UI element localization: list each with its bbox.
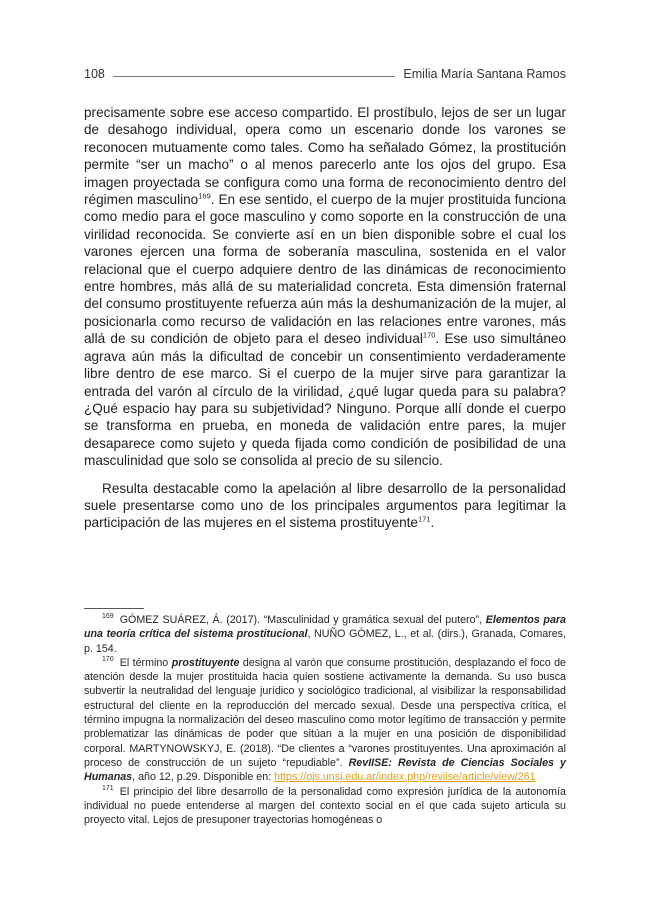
footnote-separator bbox=[84, 608, 144, 609]
emphasized-text: prostituyente bbox=[171, 656, 240, 669]
text-run: . bbox=[430, 515, 435, 531]
header-rule bbox=[113, 75, 396, 77]
emphasized-text: RevIISE: Revista de Ciencias Sociales y Humanas bbox=[84, 756, 566, 784]
running-header-author: Emilia María Santana Ramos bbox=[403, 67, 566, 81]
text-run: precisamente sobre ese acceso compartido. El prostíbulo, lejos de ser un lugar de desahogo individual, opera como un escenario donde los varones se reconocen mutuamente como tales. Como ha señalado Gómez, la prostitución permite “ser un macho” o al menos parecerlo ante los ojos del grupo. Esa imagen proyectada se configura como una forma de reconocimiento dentro del régimen masculino bbox=[84, 105, 566, 208]
footnote-text: , NUÑO GÓMEZ, L., et al. (dirs.), Granada, Comares, p. 154. bbox=[84, 628, 566, 655]
footnote-text: designa al varón que consume prostitución, desplazando el foco de atención desde la mujer prostituida hacia quien sostiene activamente la demanda. Su uso busca subvertir la neutralidad del lenguaje jurídico y sociológico tradicional, al visibilizar la responsabilidad estructural del cliente en la reproducción del mercado sexual. Desde una perspectiva crítica, el término impugna la normalización del deseo masculino como motor legítimo de transacción y permite problematizar las dinámicas de poder que sitúan a la mujer en una posición de disponibilidad corporal. MARTYNOWSKYJ, E. (2018). “De clientes a “varones prostituyentes. Una aproximación al proceso de construcción de un sujeto “repudiable”. bbox=[84, 656, 566, 769]
footnote-ref: 170 bbox=[422, 330, 436, 340]
footnote-number: 170 bbox=[102, 656, 114, 664]
footnote-170 bbox=[84, 656, 566, 785]
footnote-text: El término bbox=[119, 656, 172, 669]
footnote-169 bbox=[84, 613, 566, 656]
text-run: Resulta destacable como la apelación al libre desarrollo de la personalidad suele presentarse como uno de los principales argumentos para legitimar la participación de las mujeres en el sistema prostituyente bbox=[84, 480, 566, 531]
footnote-text: El principio del libre desarrollo de la personalidad como expresión jurídica de la autonomía individual no puede entenderse al margen del contexto social en el que cada sujeto articula su proyecto vital. Lejos de presuponer trayectorias homogéneas o bbox=[84, 785, 566, 827]
body-text bbox=[84, 104, 566, 532]
text-run: . Ese uso simultáneo agrava aún más la dificultad de concebir un consentimiento verdaderamente libre dentro de ese marco. Si el cuerpo de la mujer sirve para garantizar la entrada del varón al círculo de la virilidad, ¿qué lugar queda para su palabra? ¿Qué espacio hay para su subjetividad? Ninguno. Porque allí donde el cuerpo se transforma en prueba, en moneda de validación entre pares, la mujer desaparece como sujeto y queda fijada como condición de posibilidad de una masculinidad que solo se consolida al precio de su silencio. bbox=[84, 331, 566, 469]
emphasized-title bbox=[172, 657, 240, 669]
source-link[interactable]: https://ojs.unsj.edu.ar/index.php/reviise/article/view/261 bbox=[274, 771, 536, 784]
page-number: 108 bbox=[84, 67, 105, 81]
emphasized-text: Elementos para una teoría crítica del sistema prostitucional bbox=[84, 614, 566, 641]
paragraph-2 bbox=[84, 480, 566, 532]
text-run: . En ese sentido, el cuerpo de la mujer prostituida funciona como medio para el goce masculino y como soporte en la construcción de una virilidad reconocida. Se convierte así en un bien disponible sobre el cual los varones ejercen una forma de soberanía masculina, sostenida en el valor relacional que el cuerpo adquiere dentro de las dinámicas de reconocimiento entre hombres, más allá de su materialidad concreta. Esta dimensión fraternal del consumo prostituyente refuerza aún más la deshumanización de la mujer, al posicionarla como recurso de validación en las relaciones entre varones, más allá de su condición de objeto para el deseo individual bbox=[84, 192, 566, 347]
footnote-171 bbox=[84, 785, 566, 828]
paragraph-1 bbox=[84, 104, 566, 470]
footnote-number: 171 bbox=[102, 785, 114, 792]
footnote-text: GÓMEZ SUÁREZ, Á. (2017). “Masculinidad y gramática sexual del putero”, bbox=[119, 614, 486, 626]
running-header bbox=[84, 63, 566, 81]
footnote-ref: 169 bbox=[198, 191, 211, 201]
footnote-ref: 171 bbox=[417, 514, 431, 524]
footnotes bbox=[84, 613, 566, 827]
footnote-text: , año 12, p.29. Disponible en: bbox=[132, 771, 275, 784]
footnote-number: 169 bbox=[102, 613, 114, 621]
